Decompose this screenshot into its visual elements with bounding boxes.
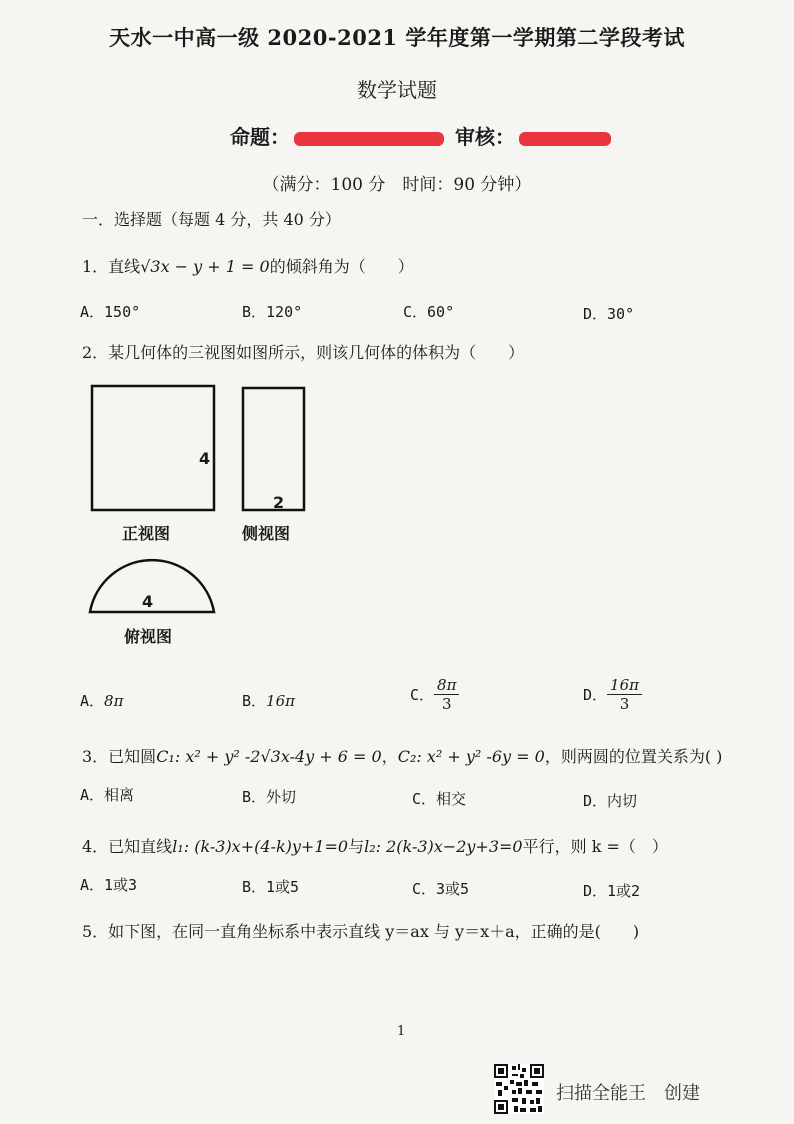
q1-option-b: B．120° <box>242 303 303 321</box>
q3-option-b: B．外切 <box>242 788 297 806</box>
q2-b-value: 16π <box>266 692 295 710</box>
front-dim-label: 4 <box>199 449 211 468</box>
q2-a-value: 8π <box>104 692 124 710</box>
q2-d-numerator: 16π <box>607 676 642 695</box>
side-view-rect <box>243 388 304 510</box>
q3-circle-c1: C₁: x² + y² -2√3x-4y + 6 = 0 <box>156 747 382 766</box>
redaction-mark <box>519 132 611 146</box>
side-view-label: 侧视图 <box>242 524 291 543</box>
redaction-mark <box>294 132 444 146</box>
front-view-label: 正视图 <box>122 524 171 543</box>
q3-option-c: C．相交 <box>412 790 467 808</box>
q4-stem-pre: 4．已知直线 <box>82 837 173 856</box>
q2-option-d <box>583 676 642 713</box>
page-subtitle: 数学试题 <box>357 78 437 102</box>
q4-option-c: C．3或5 <box>412 880 470 898</box>
q3-stem-pre: 3．已知圆 <box>82 747 157 766</box>
three-view-figure <box>86 382 326 652</box>
footer-watermark: 扫描全能王 创建 <box>556 1083 700 1104</box>
q1-option-d: D．30° <box>583 305 635 323</box>
page-title: 天水一中高一级 2020-2021 学年度第一学期第二学段考试 <box>109 25 685 50</box>
q2-b-label: B． <box>242 692 267 710</box>
q1-equation: √3x − y + 1 = 0 <box>140 257 270 276</box>
q4-option-b: B．1或5 <box>242 878 300 896</box>
q2-d-denominator: 3 <box>619 695 630 713</box>
q1-option-c: C．60° <box>403 303 455 321</box>
q4-stem-post: 平行，则 k =（ ） <box>522 837 668 856</box>
reviewer-label: 审核： <box>454 125 515 149</box>
question-3 <box>82 744 722 767</box>
top-view-label: 俯视图 <box>124 627 173 646</box>
q1-stem-pre: 1．直线 <box>82 257 141 276</box>
q2-option-c <box>410 676 459 713</box>
q4-option-d: D．1或2 <box>583 882 641 900</box>
section-heading: 一．选择题（每题 4 分，共 40 分） <box>82 210 341 229</box>
q4-line-l2: l₂: 2(k-3)x−2y+3=0 <box>364 837 523 856</box>
q3-option-d: D．内切 <box>583 792 638 810</box>
question-2: 2．某几何体的三视图如图所示，则该几何体的体积为（ ） <box>82 343 525 362</box>
q2-c-fraction <box>434 676 459 713</box>
q2-a-label: A． <box>80 692 105 710</box>
question-4 <box>82 834 668 857</box>
q2-option-a <box>80 690 123 711</box>
q4-connector: 与 <box>348 837 365 856</box>
top-dim-label: 4 <box>142 592 154 611</box>
question-1 <box>82 254 414 277</box>
question-5: 5．如下图，在同一直角坐标系中表示直线 y＝ax 与 y＝x＋a，正确的是( ) <box>82 922 640 941</box>
q2-c-label: C． <box>410 686 435 704</box>
author-label: 命题： <box>230 125 290 149</box>
q4-option-a: A．1或3 <box>80 876 138 894</box>
q4-line-l1: l₁: (k-3)x+(4-k)y+1=0 <box>172 837 349 856</box>
q1-stem-post: 的倾斜角为（ ） <box>269 257 414 276</box>
author-line <box>230 121 615 150</box>
page-number: 1 <box>397 1024 406 1039</box>
q3-option-a: A．相离 <box>80 786 135 804</box>
q2-c-denominator: 3 <box>441 695 452 713</box>
q2-d-label: D． <box>583 686 608 704</box>
q2-d-fraction <box>607 676 642 713</box>
q3-stem-post: ，则两圆的位置关系为( ) <box>544 747 723 766</box>
score-time-line: （满分：100 分 时间：90 分钟） <box>262 175 532 195</box>
q2-c-numerator: 8π <box>434 676 459 695</box>
q1-option-a: A．150° <box>80 303 141 321</box>
qr-code-icon <box>494 1064 544 1114</box>
side-dim-label: 2 <box>273 493 285 512</box>
q3-separator: ， <box>381 747 398 766</box>
q2-option-b <box>242 690 295 711</box>
q3-circle-c2: C₂: x² + y² -6y = 0 <box>397 747 545 766</box>
front-view-rect <box>92 386 214 510</box>
